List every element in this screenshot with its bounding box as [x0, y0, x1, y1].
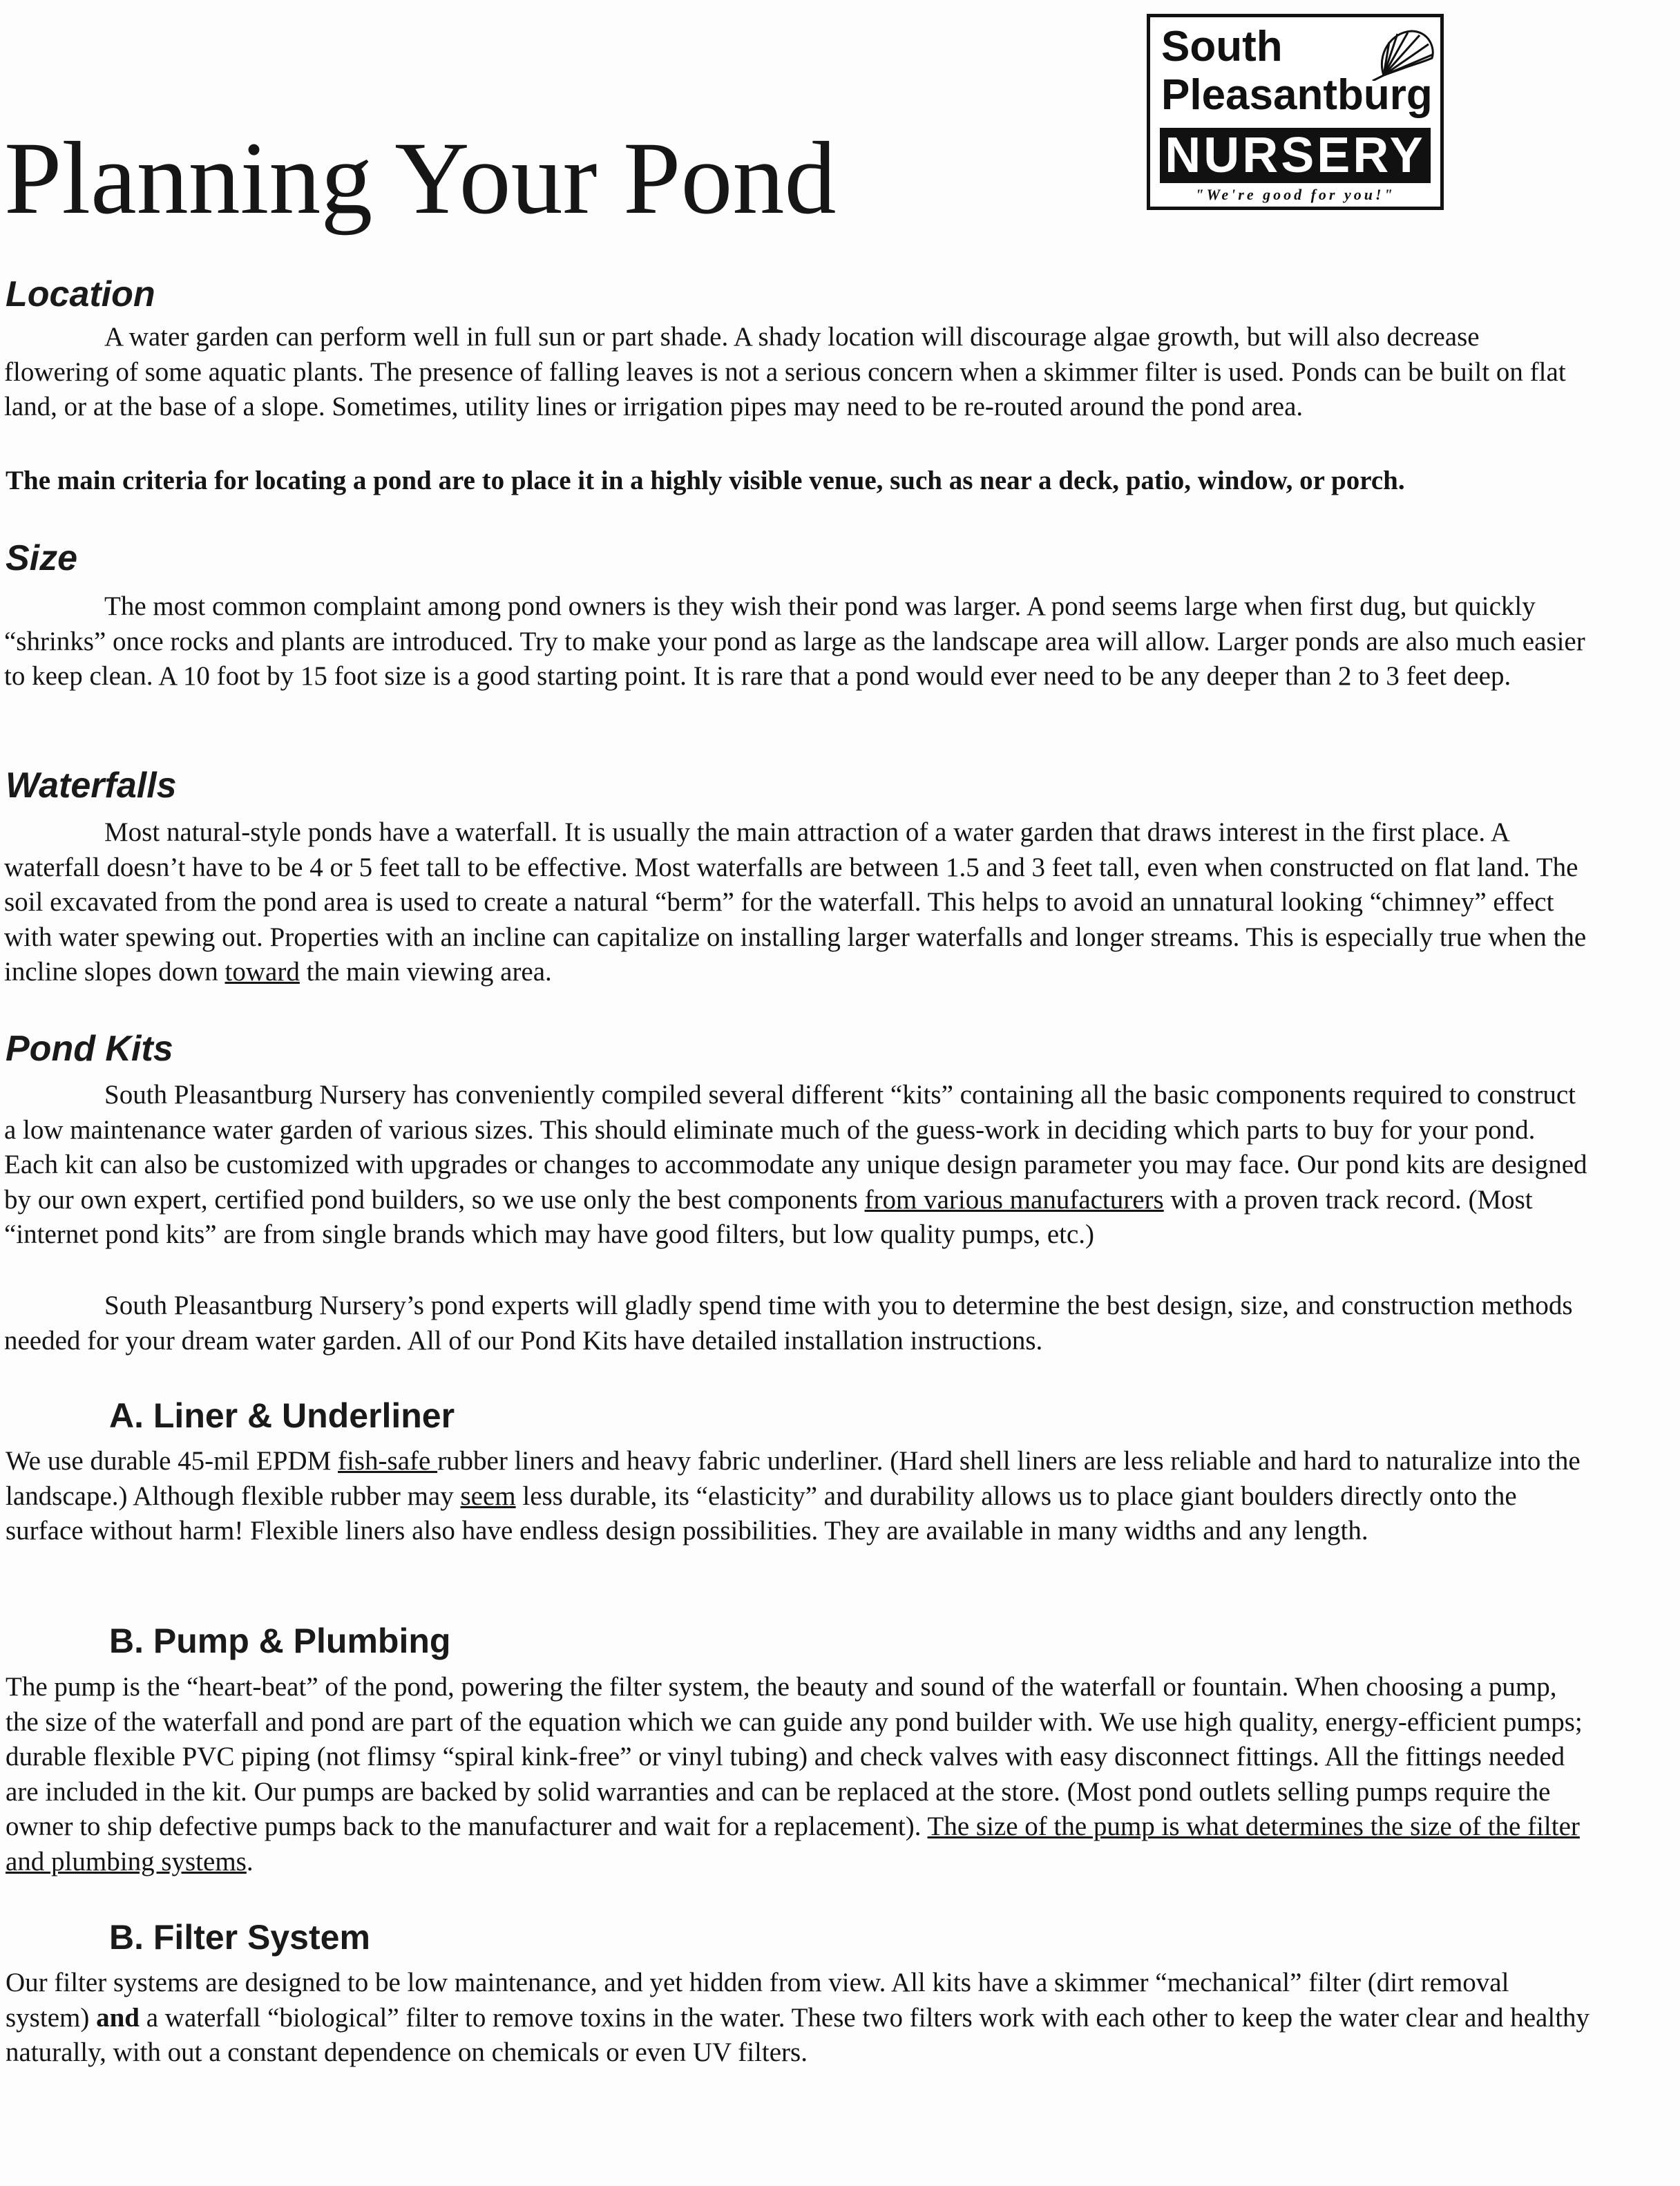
logo-tagline: "We're good for you!" — [1195, 186, 1395, 203]
liner-text-b: rubber liners and heavy fabric underliner. (Hard shell liners are less reliable and hard to naturalize into the landscape.) Although flexible rubber may — [6, 1446, 1581, 1511]
pond-kits-paragraph-2: South Pleasantburg Nursery’s pond experts will gladly spend time with you to determine the best design, size, and construction methods needed for your dream water garden. All of our Pond Kits have detailed installation instructions. — [4, 1291, 1573, 1356]
pond-kits-text-a: South Pleasantburg Nursery has conveniently compiled several different “kits” containing all the basic components required to construct a low maintenance water garden of various sizes. This should eliminate much of the guess-work in deciding which parts to buy for your pond. Each kit can also be customized with upgrades or changes to accommodate any unique design parameter you may face. Our pond kits are designed by our own expert, certified pond builders, so we use only the best components — [4, 1080, 1587, 1215]
pump-underline: The size of the pump is what determines the size of the filter and plumbing systems — [6, 1812, 1580, 1876]
heading-filter: B. Filter System — [109, 1918, 370, 1957]
liner-text-a: We use durable 45-mil EPDM — [6, 1446, 338, 1476]
location-paragraph: A water garden can perform well in full sun or part shade. A shady location will discourage algae growth, but will also decrease flowering of some aquatic plants. The presence of falling leaves is not a serious concern when a skimmer filter is used. Ponds can be built on flat land, or at the base of a slope. Sometimes, utility lines or irrigation pipes may need to be re-routed around the pond area. — [4, 322, 1566, 421]
filter-text-b: a waterfall “biological” filter to remove toxins in the water. These two filters work with each other to keep the water clear and healthy naturally, with out a constant dependence on chemicals or even UV filters. — [6, 2002, 1590, 2067]
pond-kits-text-b: with a proven track record. (Most “internet pond kits” are from single brands which may have good filters, but low quality pumps, etc.) — [4, 1184, 1533, 1249]
filter-text-a: Our filter systems are designed to be low maintenance, and yet hidden from view. All kits have a skimmer “mechanical” filter (dirt removal system) — [6, 1968, 1509, 2033]
waterfalls-paragraph — [4, 815, 1590, 990]
logo-nursery-bar: NURSERY — [1160, 128, 1431, 183]
pump-text-b: . — [246, 1846, 254, 1876]
liner-paragraph — [6, 1444, 1592, 1549]
liner-text-c: less durable, its “elasticity” and durability allows us to place giant boulders directly onto the surface without harm! Flexible liners also have endless design possibilities. They are available in many widths and any length. — [6, 1481, 1517, 1546]
logo-line-pleasantburg: Pleasantburg — [1161, 71, 1433, 119]
pump-paragraph — [6, 1670, 1592, 1879]
nursery-logo — [1147, 14, 1444, 210]
size-paragraph: The most common complaint among pond owners is they wish their pond was larger. A pond seems large when first dug, but quickly “shrinks” once rocks and plants are introduced. Try to make your pond as large as the landscape area will allow. Larger ponds are also much easier to keep clean. A 10 foot by 15 foot size is a good starting point. It is rare that a pond would ever need to be any deeper than 2 to 3 feet deep. — [4, 591, 1585, 691]
heading-pump: B. Pump & Plumbing — [109, 1622, 451, 1660]
filter-paragraph — [6, 1966, 1592, 2071]
heading-liner: A. Liner & Underliner — [109, 1396, 455, 1435]
pond-kits-paragraph — [4, 1078, 1590, 1253]
location-criteria: The main criteria for locating a pond are to place it in a highly visible venue, such as near a deck, patio, window, or porch. — [6, 466, 1405, 495]
waterfalls-text-a: Most natural-style ponds have a waterfall. It is usually the main attraction of a water garden that draws interest in the first place. A waterfall doesn’t have to be 4 or 5 feet tall to be effective. Most waterfalls are between 1.5 and 3 feet tall, even when constructed on flat land. The soil excavated from the pond area is used to create a natural “berm” for the waterfall. This helps to avoid an unnatural looking “chimney” effect with water spewing out. Properties with an incline can capitalize on installing larger waterfalls and longer streams. This is especially true when the incline slopes down — [4, 817, 1587, 987]
heading-pond-kits: Pond Kits — [6, 1029, 173, 1069]
waterfalls-text-b: the main viewing area. — [299, 957, 552, 987]
filter-bold-and: and — [96, 2002, 140, 2033]
pump-text-a: The pump is the “heart-beat” of the pond, powering the filter system, the beauty and sound of the waterfall or fountain. When choosing a pump, the size of the waterfall and pond are part of the equation which we can guide any pond builder with. We use high quality, energy-efficient pumps; durable flexible PVC piping (not flimsy “spiral kink-free” or vinyl tubing) and check valves with easy disconnect fittings. All the fittings needed are included in the kit. Our pumps are backed by solid warranties and can be replaced at the store. (Most pond outlets selling pumps require the owner to ship defective pumps back to the manufacturer and wait for a replacement). — [6, 1672, 1583, 1841]
logo-line-south: South — [1161, 23, 1283, 70]
heading-location: Location — [6, 274, 155, 314]
liner-underline-seem: seem — [460, 1481, 516, 1511]
liner-underline-fish-safe: fish-safe — [338, 1446, 438, 1476]
waterfalls-underline-toward: toward — [225, 957, 300, 987]
heading-size: Size — [6, 538, 78, 578]
page-title: Planning Your Pond — [4, 121, 837, 236]
heading-waterfalls: Waterfalls — [6, 766, 177, 806]
pond-kits-underline: from various manufacturers — [864, 1184, 1164, 1215]
